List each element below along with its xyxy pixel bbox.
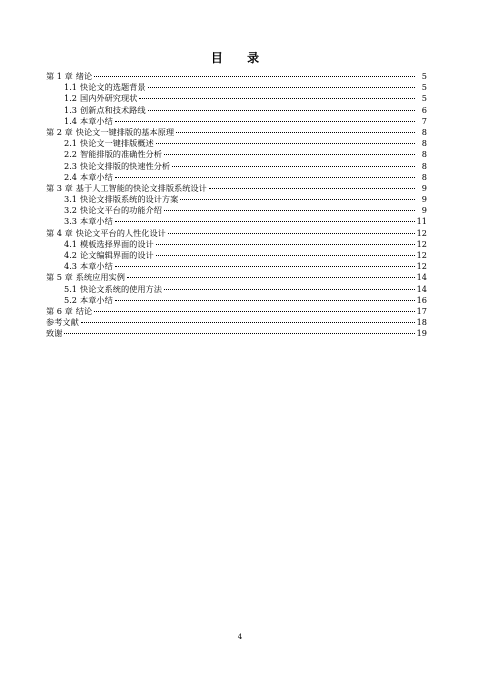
toc-entry-page: 5 — [421, 82, 427, 93]
toc-entry-number: 1.4 — [64, 115, 78, 126]
toc-entry-title: 本章小结 — [80, 261, 113, 272]
toc-chapter-entry[interactable] — [46, 71, 427, 82]
toc-section-entry[interactable] — [46, 239, 427, 250]
toc-heading: 目 录 — [210, 51, 270, 65]
toc-dot-leader — [94, 76, 415, 77]
toc-entry-number: 5.2 — [64, 294, 78, 305]
toc-dot-leader — [127, 277, 415, 278]
toc-entry-number: 2.1 — [64, 138, 78, 149]
toc-entry-title: 系统应用实例 — [75, 272, 125, 283]
toc-dot-leader — [172, 166, 415, 167]
toc-section-entry[interactable] — [46, 105, 427, 116]
toc-section-entry[interactable] — [46, 138, 427, 149]
toc-dot-leader — [81, 322, 415, 323]
toc-entry-page: 8 — [421, 160, 427, 171]
toc-entry-page: 5 — [421, 93, 427, 104]
toc-entry-number: 4.3 — [64, 261, 78, 272]
toc-entry-title: 本章小结 — [80, 171, 113, 182]
toc-section-entry[interactable] — [46, 216, 427, 227]
toc-entry-page: 8 — [421, 149, 427, 160]
toc-entry-number: 1.1 — [64, 82, 78, 93]
toc-section-entry[interactable] — [46, 82, 427, 93]
toc-entry-title: 模板选择界面的设计 — [80, 238, 154, 249]
toc-dot-leader — [64, 333, 414, 334]
toc-entry-title: 本章小结 — [80, 216, 113, 227]
page-number: 4 — [237, 633, 243, 641]
toc-entry-title: 绪论 — [75, 71, 93, 81]
toc-entry-number: 2.2 — [64, 149, 78, 160]
toc-entry-page: 14 — [416, 283, 427, 294]
toc-entry-title: 致谢 — [46, 328, 63, 339]
toc-dot-leader — [139, 98, 415, 99]
toc-entry-number: 第 6 章 — [46, 305, 73, 316]
toc-entry-title: 参考文献 — [46, 317, 79, 328]
toc-dot-leader — [94, 311, 414, 312]
toc-section-entry[interactable] — [46, 116, 427, 127]
toc-entry-title: 快论文系统的使用方法 — [80, 283, 162, 294]
toc-dot-leader — [115, 121, 415, 122]
toc-dot-leader — [176, 132, 415, 133]
toc-entry-title: 快论文平台的功能介绍 — [80, 205, 162, 216]
toc-dot-leader — [115, 221, 415, 222]
toc-entry-title: 快论文排版系统的设计方案 — [80, 194, 179, 205]
toc-section-entry[interactable] — [46, 161, 427, 172]
toc-dot-leader — [148, 87, 415, 88]
toc-entry-page: 14 — [416, 272, 427, 283]
toc-entry-page: 9 — [421, 205, 427, 216]
toc-entry-title: 快论文的选题背景 — [80, 82, 146, 93]
toc-section-entry[interactable] — [46, 205, 427, 216]
toc-entry-title: 本章小结 — [80, 294, 113, 305]
toc-entry-title: 国内外研究现状 — [80, 93, 138, 104]
toc-entry-number: 第 1 章 — [46, 71, 73, 81]
toc-dot-leader — [156, 255, 415, 256]
toc-entry-page: 16 — [416, 294, 427, 305]
toc-entry-page: 9 — [421, 194, 427, 205]
toc-chapter-entry[interactable] — [46, 317, 427, 328]
toc-entry-page: 6 — [421, 104, 427, 115]
toc-entry-page: 12 — [416, 227, 427, 238]
toc-dot-leader — [156, 143, 415, 144]
toc-entry-page: 12 — [416, 238, 427, 249]
toc-dot-leader — [164, 154, 415, 155]
toc-chapter-entry[interactable] — [46, 328, 427, 339]
toc-chapter-entry[interactable] — [46, 127, 427, 138]
toc-entry-title: 快论文一键排版的基本原理 — [75, 126, 175, 137]
toc-entry-number: 4.2 — [64, 250, 78, 260]
toc-chapter-entry[interactable] — [46, 183, 427, 194]
toc-entry-number: 3.1 — [64, 194, 78, 205]
toc-chapter-entry[interactable] — [46, 306, 427, 317]
toc-entry-title: 快论文一键排版概述 — [80, 138, 154, 149]
toc-section-entry[interactable] — [46, 284, 427, 295]
toc-dot-leader — [148, 110, 415, 111]
toc-dot-leader — [180, 199, 415, 200]
toc-dot-leader — [156, 244, 415, 245]
toc-section-entry[interactable] — [46, 149, 427, 160]
toc-entry-page: 12 — [416, 250, 427, 260]
table-of-contents — [46, 71, 427, 340]
toc-entry-number: 第 3 章 — [46, 182, 73, 193]
toc-entry-title: 智能排版的准确性分析 — [80, 149, 162, 160]
toc-entry-page: 8 — [421, 171, 427, 182]
toc-dot-leader — [115, 266, 415, 267]
toc-entry-number: 1.2 — [64, 93, 78, 104]
toc-entry-number: 第 4 章 — [46, 227, 73, 238]
toc-entry-title: 快论文排版的快速性分析 — [80, 160, 171, 171]
toc-entry-page: 5 — [421, 71, 427, 81]
toc-entry-title: 本章小结 — [80, 115, 113, 126]
toc-entry-number: 第 5 章 — [46, 272, 73, 283]
toc-dot-leader — [168, 233, 415, 234]
toc-entry-page: 9 — [421, 182, 427, 193]
toc-entry-page: 11 — [416, 216, 427, 227]
toc-dot-leader — [115, 177, 415, 178]
toc-entry-page: 8 — [421, 126, 427, 137]
toc-entry-page: 17 — [416, 305, 427, 316]
toc-entry-number: 4.1 — [64, 238, 78, 249]
toc-entry-title: 创新点和技术路线 — [80, 104, 146, 115]
toc-entry-title: 结论 — [75, 305, 93, 316]
toc-dot-leader — [209, 188, 415, 189]
toc-chapter-entry[interactable] — [46, 272, 427, 283]
toc-entry-number: 3.2 — [64, 205, 78, 216]
toc-section-entry[interactable] — [46, 172, 427, 183]
toc-entry-page: 7 — [421, 115, 427, 126]
toc-dot-leader — [164, 210, 415, 211]
toc-entry-title: 论文编辑界面的设计 — [80, 250, 154, 260]
toc-entry-page: 19 — [416, 328, 427, 339]
toc-entry-number: 2.4 — [64, 171, 78, 182]
toc-entry-number: 3.3 — [64, 216, 78, 227]
toc-dot-leader — [164, 289, 415, 290]
toc-entry-title: 基于人工智能的快论文排版系统设计 — [75, 182, 207, 193]
toc-entry-page: 12 — [416, 261, 427, 272]
toc-section-entry[interactable] — [46, 93, 427, 104]
toc-entry-number: 2.3 — [64, 160, 78, 171]
toc-entry-number: 第 2 章 — [46, 126, 73, 137]
toc-entry-page: 18 — [416, 317, 427, 328]
toc-chapter-entry[interactable] — [46, 228, 427, 239]
toc-entry-number: 5.1 — [64, 283, 78, 294]
toc-section-entry[interactable] — [46, 250, 427, 261]
toc-dot-leader — [115, 300, 415, 301]
toc-entry-title: 快论文平台的人性化设计 — [75, 227, 166, 238]
toc-entry-number: 1.3 — [64, 104, 78, 115]
toc-entry-page: 8 — [421, 138, 427, 149]
toc-section-entry[interactable] — [46, 261, 427, 272]
toc-section-entry[interactable] — [46, 194, 427, 205]
toc-section-entry[interactable] — [46, 295, 427, 306]
